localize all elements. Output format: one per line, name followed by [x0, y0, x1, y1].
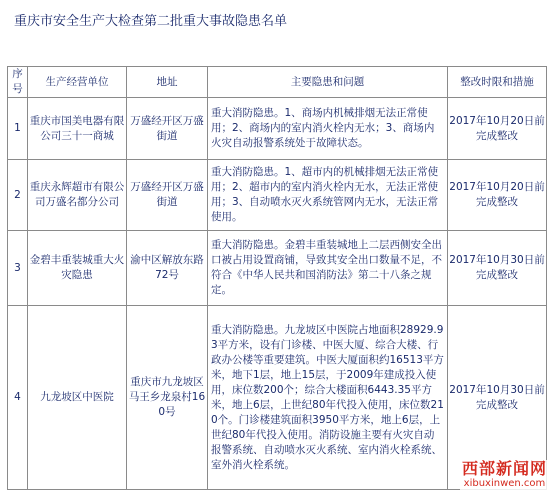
watermark-domain: xibuxinwen.com [463, 478, 546, 489]
cell-address: 重庆市九龙坡区马王乡龙泉村160号 [127, 306, 208, 490]
cell-address: 万盛经开区万盛街道 [127, 98, 208, 160]
table-header-row [8, 67, 547, 98]
cell-deadline: 2017年10月20日前完成整改 [448, 160, 547, 231]
cell-unit: 重庆永辉超市有限公司万盛名都分公司 [28, 160, 127, 231]
hazard-table [7, 66, 547, 490]
header-deadline: 整改时限和措施 [448, 67, 547, 98]
header-issue: 主要隐患和问题 [208, 67, 448, 98]
cell-address: 渝中区解放东路72号 [127, 231, 208, 306]
cell-unit: 九龙坡区中医院 [28, 306, 127, 490]
cell-issue: 重大消防隐患。1、商场内机械排烟无法正常使用；2、商场内的室内消火栓内无水；3、商场内火灾自动报警系统处于故障状态。 [208, 98, 448, 160]
table-row [8, 160, 547, 231]
table-row [8, 98, 547, 160]
cell-no: 3 [8, 231, 28, 306]
header-address: 地址 [127, 67, 208, 98]
page-title: 重庆市安全生产大检查第二批重大事故隐患名单 [14, 14, 288, 29]
header-unit: 生产经营单位 [28, 67, 127, 98]
cell-issue: 重大消防隐患。九龙坡区中医院占地面积28929.93平方米，设有门诊楼、中医大厦、综合大楼、行政办公楼等重要建筑。中医大厦面积约16513平方米，地下1层，地上15层，于2009年建成投入使用，床位数200个；综合大楼面积6443.35平方米，地上6层，上世纪80年代投入使用，床位数210个。门诊楼建筑面积3950平方米，地上6层，上世纪80年代投入使用。消防设施主要有火灾自动报警系统、自动喷水灭火系统、室内消火栓系统、室外消火栓系统。 [208, 306, 448, 490]
cell-deadline: 2017年10月20日前完成整改 [448, 98, 547, 160]
cell-no: 4 [8, 306, 28, 490]
cell-deadline: 2017年10月30日前完成整改 [448, 231, 547, 306]
header-no: 序号 [8, 67, 28, 98]
cell-issue: 重大消防隐患。金碧丰重装城地上二层西侧安全出口被占用设置商铺，导致其安全出口数量不足，不符合《中华人民共和国消防法》第二十八条之规定。 [208, 231, 448, 306]
cell-deadline: 2017年10月30日前完成整改 [448, 306, 547, 490]
cell-no: 2 [8, 160, 28, 231]
cell-issue: 重大消防隐患。1、超市内的机械排烟无法正常使用；2、超市内的室内消火栓内无水，无法正常使用；3、自动喷水灭火系统管网内无水，无法正常使用。 [208, 160, 448, 231]
cell-no: 1 [8, 98, 28, 160]
watermark-logo-text: 西部新闻网 [461, 459, 547, 478]
cell-unit: 金碧丰重装城重大火灾隐患 [28, 231, 127, 306]
cell-address: 万盛经开区万盛街道 [127, 160, 208, 231]
cell-unit: 重庆市国美电器有限公司三十一商城 [28, 98, 127, 160]
table-row [8, 231, 547, 306]
site-watermark [460, 460, 549, 490]
